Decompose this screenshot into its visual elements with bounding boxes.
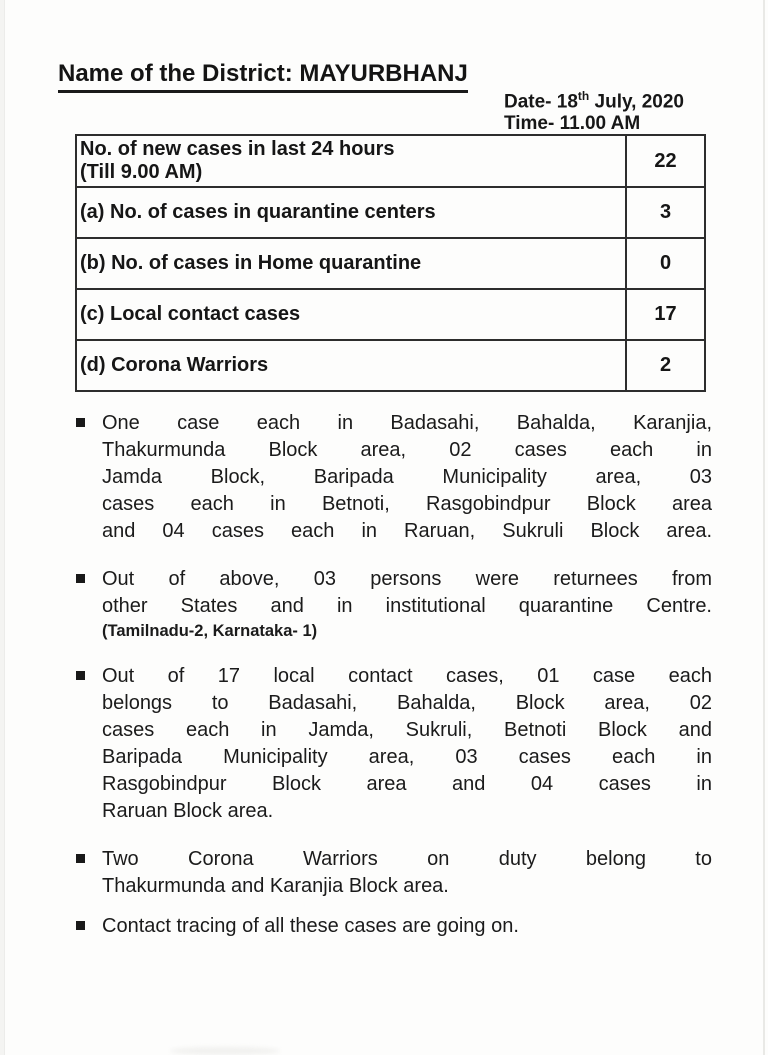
bullet-text-line: other States and in institutional quarantine Centre.	[102, 595, 712, 617]
bullet-marker	[76, 854, 85, 863]
table-row	[76, 135, 705, 187]
bullet-text-line: Contact tracing of all these cases are going on.	[102, 915, 519, 937]
bullet-text-line: One case each in Badasahi, Bahalda, Karanjia,	[102, 412, 712, 434]
bullet-list	[72, 410, 712, 961]
bullet-text	[102, 410, 712, 545]
bullet-marker	[76, 574, 85, 583]
time-line: Time- 11.00 AM	[504, 113, 641, 135]
row-label	[76, 340, 626, 391]
bullet-text-line: Jamda Block, Baripada Municipality area, 03	[102, 466, 712, 488]
bullet-text-line: and 04 cases each in Raruan, Sukruli Block area.	[102, 520, 712, 542]
row-value: 17	[626, 289, 705, 340]
row-label	[76, 289, 626, 340]
bullet-text-line: Raruan Block area.	[102, 800, 274, 822]
date-month-year: July, 2020	[589, 91, 684, 113]
row-label-line: (b) No. of cases in Home quarantine	[80, 252, 422, 274]
bullet-text-line: cases each in Jamda, Sukruli, Betnoti Block and	[102, 719, 712, 741]
bullet-item	[72, 846, 712, 900]
row-value: 0	[626, 238, 705, 289]
row-label-line: (Till 9.00 AM)	[80, 161, 203, 183]
bullet-marker	[76, 418, 85, 427]
bullet-text-line: belongs to Badasahi, Bahalda, Block area, 02	[102, 692, 712, 714]
row-label-line: (c) Local contact cases	[80, 303, 301, 325]
bullet-text	[102, 663, 712, 825]
row-label-line: No. of new cases in last 24 hours	[80, 138, 395, 160]
bullet-item	[72, 566, 712, 642]
page-edge-right	[763, 0, 765, 1055]
bullet-text-line: Out of above, 03 persons were returnees from	[102, 568, 712, 590]
date-line	[504, 85, 684, 113]
bullet-item	[72, 663, 712, 825]
bullet-marker	[76, 921, 85, 930]
date-time-block	[504, 85, 684, 135]
cases-table	[75, 134, 706, 392]
table-row	[76, 187, 705, 238]
row-value: 22	[626, 135, 705, 187]
page-edge-left	[0, 0, 5, 1055]
bullet-note: (Tamilnadu-2, Karnataka- 1)	[102, 622, 318, 640]
bullet-text-line: Rasgobindpur Block area and 04 cases in	[102, 773, 712, 795]
cases-table-body	[76, 135, 705, 391]
bullet-text	[102, 913, 712, 940]
bullet-text	[102, 566, 712, 642]
bullet-marker	[76, 671, 85, 680]
bullet-text-line: Thakurmunda Block area, 02 cases each in	[102, 439, 712, 461]
bullet-text-line: Two Corona Warriors on duty belong to	[102, 848, 712, 870]
row-value: 2	[626, 340, 705, 391]
date-text: Date- 18	[504, 91, 578, 113]
bullet-text-line: Thakurmunda and Karanjia Block area.	[102, 875, 449, 897]
date-ordinal-suffix: th	[577, 89, 590, 103]
bullet-text-line: cases each in Betnoti, Rasgobindpur Block area	[102, 493, 712, 515]
row-label	[76, 187, 626, 238]
bullet-text-line: Baripada Municipality area, 03 cases each in	[102, 746, 712, 768]
bullet-text-line: Out of 17 local contact cases, 01 case each	[102, 665, 712, 687]
page-title: Name of the District: MAYURBHANJ	[58, 60, 468, 93]
table-row	[76, 238, 705, 289]
row-label-line: (a) No. of cases in quarantine centers	[80, 201, 436, 223]
row-label	[76, 135, 626, 187]
table-row	[76, 340, 705, 391]
row-label-line: (d) Corona Warriors	[80, 354, 269, 376]
table-row	[76, 289, 705, 340]
row-value: 3	[626, 187, 705, 238]
bullet-text	[102, 846, 712, 900]
row-label	[76, 238, 626, 289]
photo-smudge	[170, 1047, 280, 1055]
bullet-item	[72, 410, 712, 545]
bullet-item	[72, 913, 712, 940]
